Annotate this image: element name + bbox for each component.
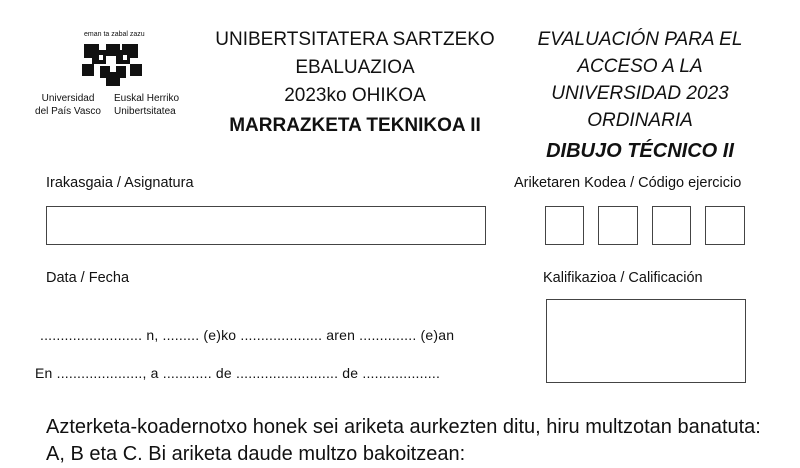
subject-label: Irakasgaia / Asignatura: [46, 175, 194, 191]
header-spanish: [520, 26, 760, 165]
date-line-spanish: En ....................., a ............ de ......................... de ...................: [35, 365, 441, 381]
date-line-basque: ......................... n, ......... (e)ko .................... aren .............. (e)an: [40, 327, 455, 343]
header-eu-line2: EBALUAZIOA: [295, 57, 415, 78]
header-eu-line1: UNIBERTSITATERA SARTZEKO: [215, 29, 495, 50]
logo-name-eu-line1: Euskal Herriko: [114, 93, 180, 104]
exercise-code-label: Ariketaren Kodea / Código ejercicio: [514, 175, 742, 191]
logo-name-eu-line2: Unibertsitatea: [114, 106, 176, 117]
header-es-line4: ORDINARIA: [587, 110, 693, 131]
logo-name-es: [28, 92, 108, 118]
header-basque: [200, 26, 510, 140]
intro-paragraph: Azterketa-koadernotxo honek sei ariketa aurkezten ditu, hiru multzotan banatuta: A, B eta C. Bi ariketa daude multzo bakoitzean:: [46, 416, 761, 465]
grade-field[interactable]: [546, 299, 746, 383]
grade-label: Kalifikazioa / Calificación: [543, 270, 703, 286]
subject-field[interactable]: [46, 206, 486, 245]
exercise-code-box-1[interactable]: [545, 206, 584, 245]
exercise-code-box-3[interactable]: [652, 206, 691, 245]
logo-motto: eman ta zabal zazu: [84, 31, 145, 38]
university-logo-icon: [80, 40, 146, 88]
header-eu-subject: MARRAZKETA TEKNIKOA II: [229, 115, 481, 136]
date-label: Data / Fecha: [46, 270, 130, 286]
logo-name-es-line1: Universidad: [41, 93, 95, 104]
header-eu-line3: 2023ko OHIKOA: [284, 85, 426, 106]
exercise-code-box-2[interactable]: [598, 206, 638, 245]
logo-name-eu: [114, 92, 189, 118]
header-es-line1: EVALUACIÓN PARA EL: [537, 29, 743, 50]
header-es-line2: ACCESO A LA: [577, 56, 703, 77]
header-es-line3: UNIVERSIDAD 2023: [551, 83, 729, 104]
exercise-code-box-4[interactable]: [705, 206, 745, 245]
header-es-subject: DIBUJO TÉCNICO II: [546, 140, 734, 162]
logo-name-es-line2: del País Vasco: [35, 106, 101, 117]
